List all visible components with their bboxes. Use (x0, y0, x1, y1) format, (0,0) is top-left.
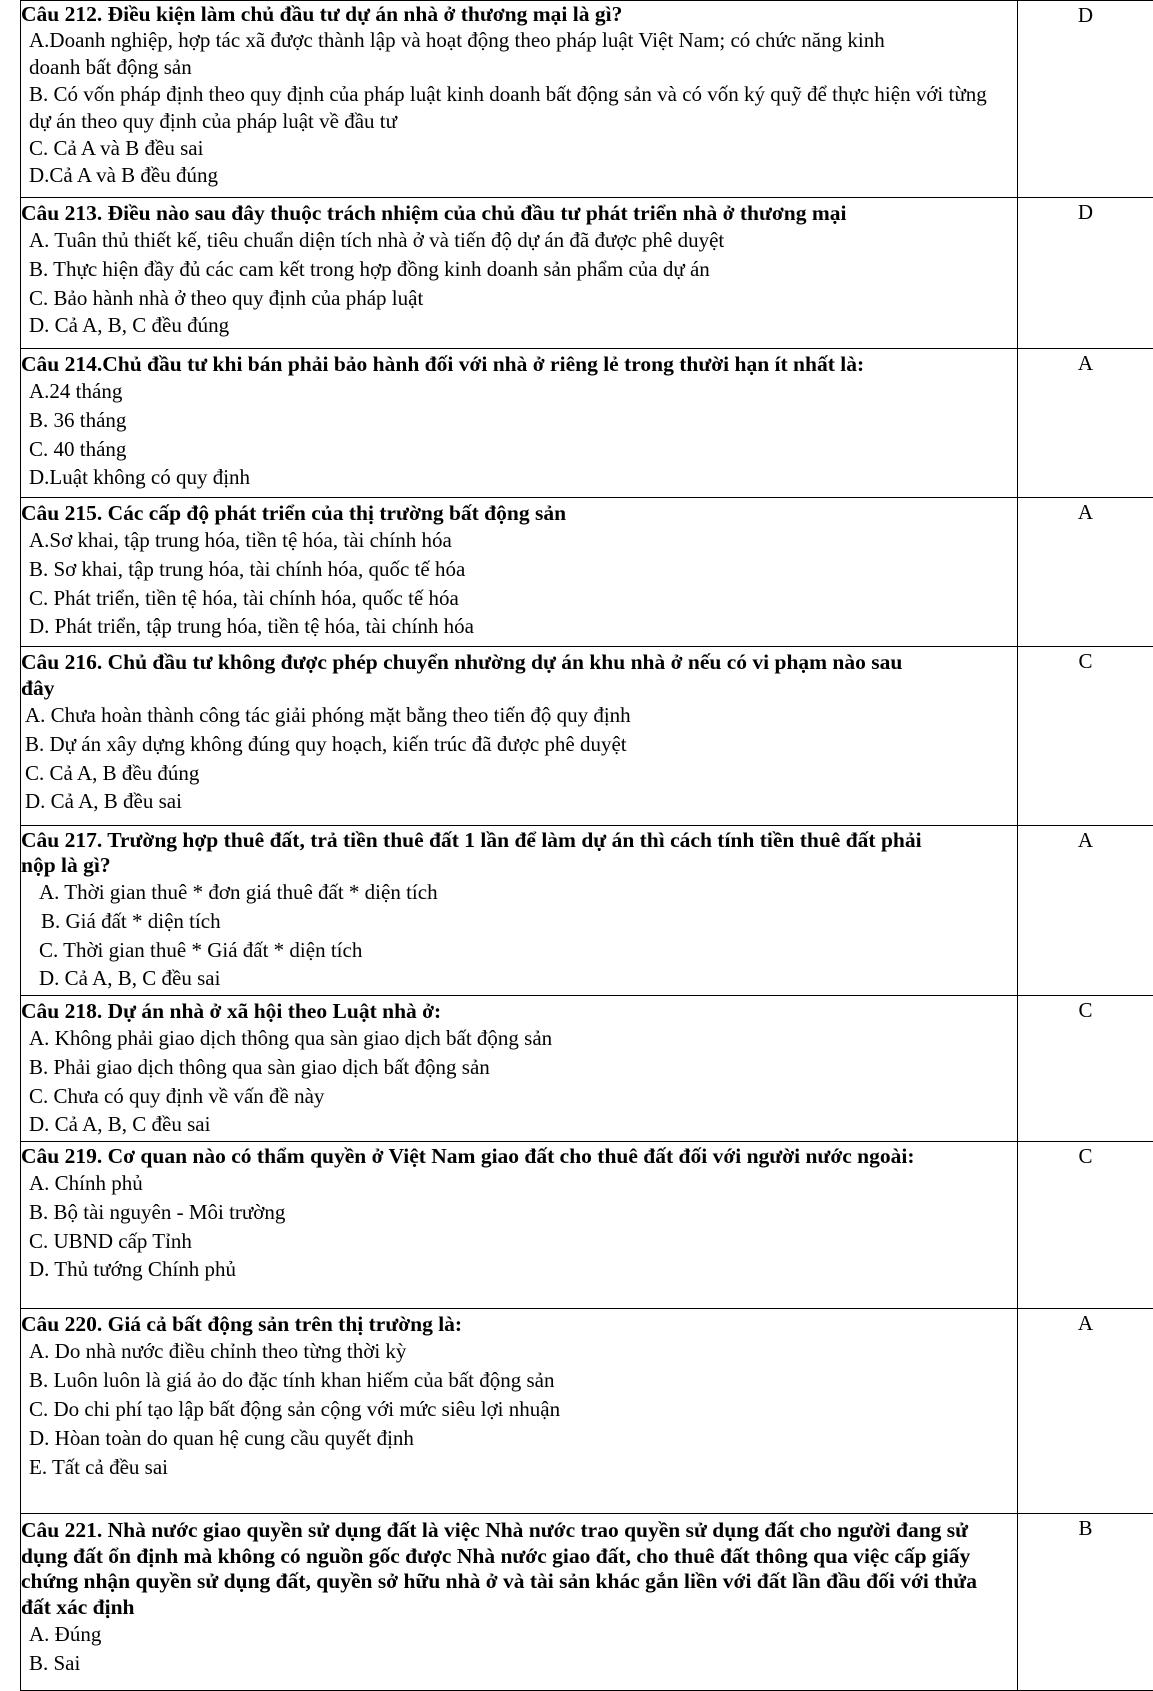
question-text: Câu 213. Điều nào sau đây thuộc trách nhiệm của chủ đầu tư phát triển nhà ở thương mại (21, 198, 1017, 226)
question-row (21, 996, 1153, 1142)
question-row (21, 647, 1153, 826)
question-text: Câu 218. Dự án nhà ở xã hội theo Luật nhà ở: (21, 996, 1017, 1024)
answer-cell: C (1018, 1142, 1153, 1309)
question-text: Câu 217. Trường hợp thuê đất, trả tiền thuê đất 1 lần để làm dự án thì cách tính tiền thuê đất phải nộp là gì? (21, 826, 941, 878)
question-row (21, 198, 1153, 349)
option-a: A. Đúng (21, 1620, 1017, 1649)
answer-cell: D (1018, 1, 1153, 198)
question-cell (21, 198, 1018, 349)
question-text: Câu 220. Giá cả bất động sản trên thị trường là: (21, 1309, 1017, 1337)
question-cell (21, 1, 1018, 198)
answer-cell: C (1018, 647, 1153, 826)
answer-cell: D (1018, 198, 1153, 349)
question-text: Câu 212. Điều kiện làm chủ đầu tư dự án nhà ở thương mại là gì? (21, 1, 1017, 27)
question-row (21, 1309, 1153, 1514)
question-cell (21, 1309, 1018, 1514)
option-b: B. 36 tháng (21, 406, 1017, 435)
option-a: A. Không phải giao dịch thông qua sàn giao dịch bất động sản (21, 1024, 1017, 1053)
option-a: A. Chính phủ (21, 1169, 1017, 1198)
option-e: E. Tất cả đều sai (21, 1453, 1017, 1482)
question-row (21, 1, 1153, 198)
option-c: C. 40 tháng (21, 435, 1017, 464)
question-cell (21, 349, 1018, 498)
option-d: D. Cả A, B, C đều đúng (21, 313, 1017, 337)
option-a: A.24 tháng (21, 377, 1017, 406)
option-d: D. Thủ tướng Chính phủ (21, 1256, 1017, 1282)
question-text: Câu 219. Cơ quan nào có thẩm quyền ở Việt Nam giao đất cho thuê đất đối với người nước ngoài: (21, 1142, 921, 1169)
option-b: B. Dự án xây dựng không đúng quy hoạch, kiến trúc đã được phê duyệt (21, 730, 1017, 759)
option-b: B. Phải giao dịch thông qua sàn giao dịch bất động sản (21, 1053, 1017, 1082)
option-a: A.Doanh nghiệp, hợp tác xã được thành lập và hoạt động theo pháp luật Việt Nam; có chức năng kinh doanh bất động sản (21, 27, 889, 81)
question-row (21, 498, 1153, 647)
question-row (21, 1142, 1153, 1309)
question-row (21, 1514, 1153, 1691)
question-text: Câu 214.Chủ đầu tư khi bán phải bảo hành đối với nhà ở riêng lẻ trong thười hạn ít nhất là: (21, 349, 1017, 377)
option-c: C. Do chi phí tạo lập bất động sản cộng với mức siêu lợi nhuận (21, 1395, 1017, 1424)
option-b: B. Luôn luôn là giá ảo do đặc tính khan hiếm của bất động sản (21, 1366, 1017, 1395)
option-a: A. Tuân thủ thiết kế, tiêu chuẩn diện tích nhà ở và tiến độ dự án đã được phê duyệt (21, 226, 1017, 255)
option-d: D. Cả A, B, C đều sai (21, 1111, 1017, 1137)
question-cell (21, 1514, 1018, 1691)
question-row (21, 349, 1153, 498)
option-d: D. Cả A, B, C đều sai (21, 965, 1017, 991)
option-c: C. Cả A và B đều sai (21, 135, 1017, 162)
option-c: C. Thời gian thuê * Giá đất * diện tích (21, 936, 1017, 965)
option-d: D. Phát triển, tập trung hóa, tiền tệ hóa, tài chính hóa (21, 613, 1017, 639)
answer-cell: A (1018, 498, 1153, 647)
question-cell (21, 647, 1018, 826)
option-c: C. UBND cấp Tỉnh (21, 1227, 1017, 1256)
question-cell (21, 498, 1018, 647)
answer-cell: A (1018, 1309, 1153, 1514)
question-cell (21, 1142, 1018, 1309)
question-row (21, 826, 1153, 996)
question-cell (21, 826, 1018, 996)
answer-cell: B (1018, 1514, 1153, 1691)
option-d: D.Luật không có quy định (21, 464, 1017, 490)
answer-cell: C (1018, 996, 1153, 1142)
option-a: A. Chưa hoàn thành công tác giải phóng mặt bằng theo tiến độ quy định (21, 701, 1017, 730)
option-d: D.Cả A và B đều đúng (21, 162, 1017, 189)
option-c: C. Chưa có quy định về vấn đề này (21, 1082, 1017, 1111)
question-cell (21, 996, 1018, 1142)
option-b: B. Sai (21, 1649, 1017, 1678)
question-answer-table (20, 0, 1153, 1691)
option-d: D. Cả A, B đều sai (21, 788, 1017, 814)
option-b: B. Có vốn pháp định theo quy định của pháp luật kinh doanh bất động sản và có vốn ký quỹ để thực hiện với từng dự án theo quy định của pháp luật về đầu tư (21, 81, 989, 135)
option-d: D. Hòan toàn do quan hệ cung cầu quyết định (21, 1424, 1017, 1453)
question-text: Câu 221. Nhà nước giao quyền sử dụng đất là việc Nhà nước trao quyền sử dụng đất cho người đang sử dụng đất ổn định mà không có nguồn gốc được Nhà nước giao đất, cho thuê đất thông qua việc cấp giấy chứng nhận quyền sử dụng đất, quyền sở hữu nhà ở và tài sản khác gắn liền với đất lần đầu đối với thửa đất xác định (21, 1514, 1006, 1620)
question-text: Câu 215. Các cấp độ phát triển của thị trường bất động sản (21, 498, 1017, 526)
option-c: C. Bảo hành nhà ở theo quy định của pháp luật (21, 284, 1017, 313)
question-text: Câu 216. Chủ đầu tư không được phép chuyển nhường dự án khu nhà ở nếu có vi phạm nào sau đây (21, 647, 921, 701)
option-a: A. Thời gian thuê * đơn giá thuê đất * diện tích (21, 878, 1017, 907)
option-b: B. Giá đất * diện tích (21, 907, 1017, 936)
answer-cell: A (1018, 349, 1153, 498)
option-a: A. Do nhà nước điều chỉnh theo từng thời kỳ (21, 1337, 1017, 1366)
option-b: B. Sơ khai, tập trung hóa, tài chính hóa, quốc tế hóa (21, 555, 1017, 584)
answer-cell: A (1018, 826, 1153, 996)
option-c: C. Cả A, B đều đúng (21, 759, 1017, 788)
option-c: C. Phát triển, tiền tệ hóa, tài chính hóa, quốc tế hóa (21, 584, 1017, 613)
option-b: B. Bộ tài nguyên - Môi trường (21, 1198, 1017, 1227)
option-b: B. Thực hiện đầy đủ các cam kết trong hợp đồng kinh doanh sản phẩm của dự án (21, 255, 1017, 284)
option-a: A.Sơ khai, tập trung hóa, tiền tệ hóa, tài chính hóa (21, 526, 1017, 555)
